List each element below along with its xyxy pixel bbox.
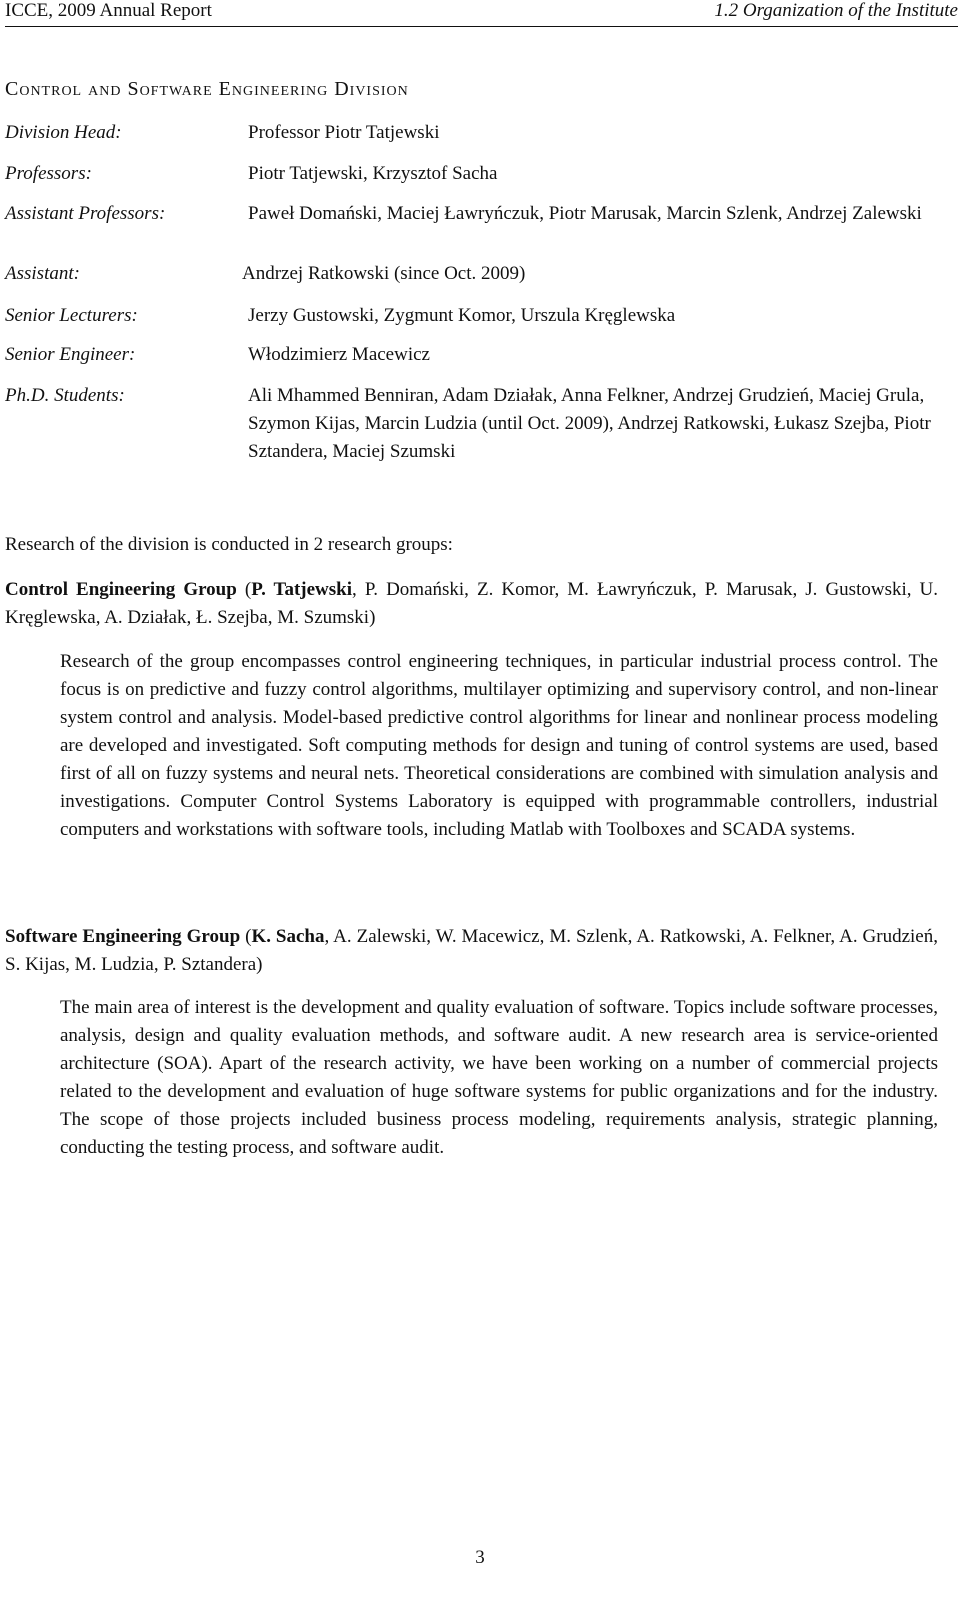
division-title: Control and Software Engineering Division <box>5 78 409 100</box>
group-members: , P. Domański, Z. Komor, M. Ławryńczuk, P. Marusak, J. Gustowski, U. Kręglewska, A. Działak, Ł. Szejba, M. Szumski) <box>5 579 939 628</box>
header-left: ICCE, 2009 Annual Report <box>5 0 212 21</box>
group-description: The main area of interest is the development and quality evaluation of software. Topics include software processes, analysis, design and quality evaluation methods, and software audit. A new research area is service-oriented architecture (SOA). Apart of the research activity, we have been working on a number of commercial projects related to the development and evaluation of huge software systems for public organizations and for the industry. The scope of those projects included business process modeling, requirements analysis, strategic planning, conducting the testing process, and software audit. <box>60 997 938 1158</box>
group-heading <box>5 923 938 979</box>
staff-role: Ph.D. Students: <box>5 385 125 406</box>
staff-names: Paweł Domański, Maciej Ławryńczuk, Piotr Marusak, Marcin Szlenk, Andrzej Zalewski <box>248 203 922 224</box>
staff-names: Ali Mhammed Benniran, Adam Działak, Anna Felkner, Andrzej Grudzień, Maciej Grula, Szymon Kijas, Marcin Ludzia (until Oct. 2009), Andrzej Ratkowski, Łukasz Szejba, Piotr Sztandera, Maciej Szumski <box>248 385 931 462</box>
staff-names: Andrzej Ratkowski (since Oct. 2009) <box>242 263 526 284</box>
header-right: 1.2 Organization of the Institute <box>714 0 958 21</box>
staff-names: Włodzimierz Macewicz <box>248 344 430 365</box>
staff-names: Professor Piotr Tatjewski <box>248 122 440 143</box>
group-heading <box>5 576 938 632</box>
group-open-paren: ( <box>240 926 252 947</box>
staff-role: Senior Lecturers: <box>5 305 138 326</box>
running-header <box>5 0 958 27</box>
group-name: Control Engineering Group <box>5 579 237 600</box>
staff-role: Division Head: <box>5 122 122 143</box>
staff-names: Piotr Tatjewski, Krzysztof Sacha <box>248 163 498 184</box>
group-description: Research of the group encompasses control engineering techniques, in particular industrial process control. The focus is on predictive and fuzzy control algorithms, multilayer optimizing and supervisory control, and non-linear system control and analysis. Model-based predictive control algorithms for linear and nonlinear process modeling are developed and investigated. Soft computing methods for design and tuning of control systems are used, based first of all on fuzzy systems and neural nets. Theoretical considerations are combined with simulation analysis and investigations. Computer Control Systems Laboratory is equipped with programmable controllers, industrial computers and workstations with software tools, including Matlab with Toolboxes and SCADA systems. <box>60 651 938 840</box>
group-leader: P. Tatjewski <box>251 579 353 600</box>
group-members: , A. Zalewski, W. Macewicz, M. Szlenk, A. Ratkowski, A. Felkner, A. Grudzień, S. Kijas, M. Ludzia, P. Sztandera) <box>5 926 938 975</box>
group-leader: K. Sacha <box>251 926 325 947</box>
page-number: 3 <box>475 1547 485 1568</box>
staff-role: Assistant Professors: <box>5 203 166 224</box>
intro-paragraph: Research of the division is conducted in 2 research groups: <box>5 534 453 555</box>
staff-role: Professors: <box>5 163 92 184</box>
group-name: Software Engineering Group <box>5 926 241 947</box>
staff-role: Assistant: <box>5 263 80 284</box>
staff-role: Senior Engineer: <box>5 344 136 365</box>
staff-names: Jerzy Gustowski, Zygmunt Komor, Urszula Kręglewska <box>248 305 676 326</box>
group-open-paren: ( <box>236 579 252 600</box>
